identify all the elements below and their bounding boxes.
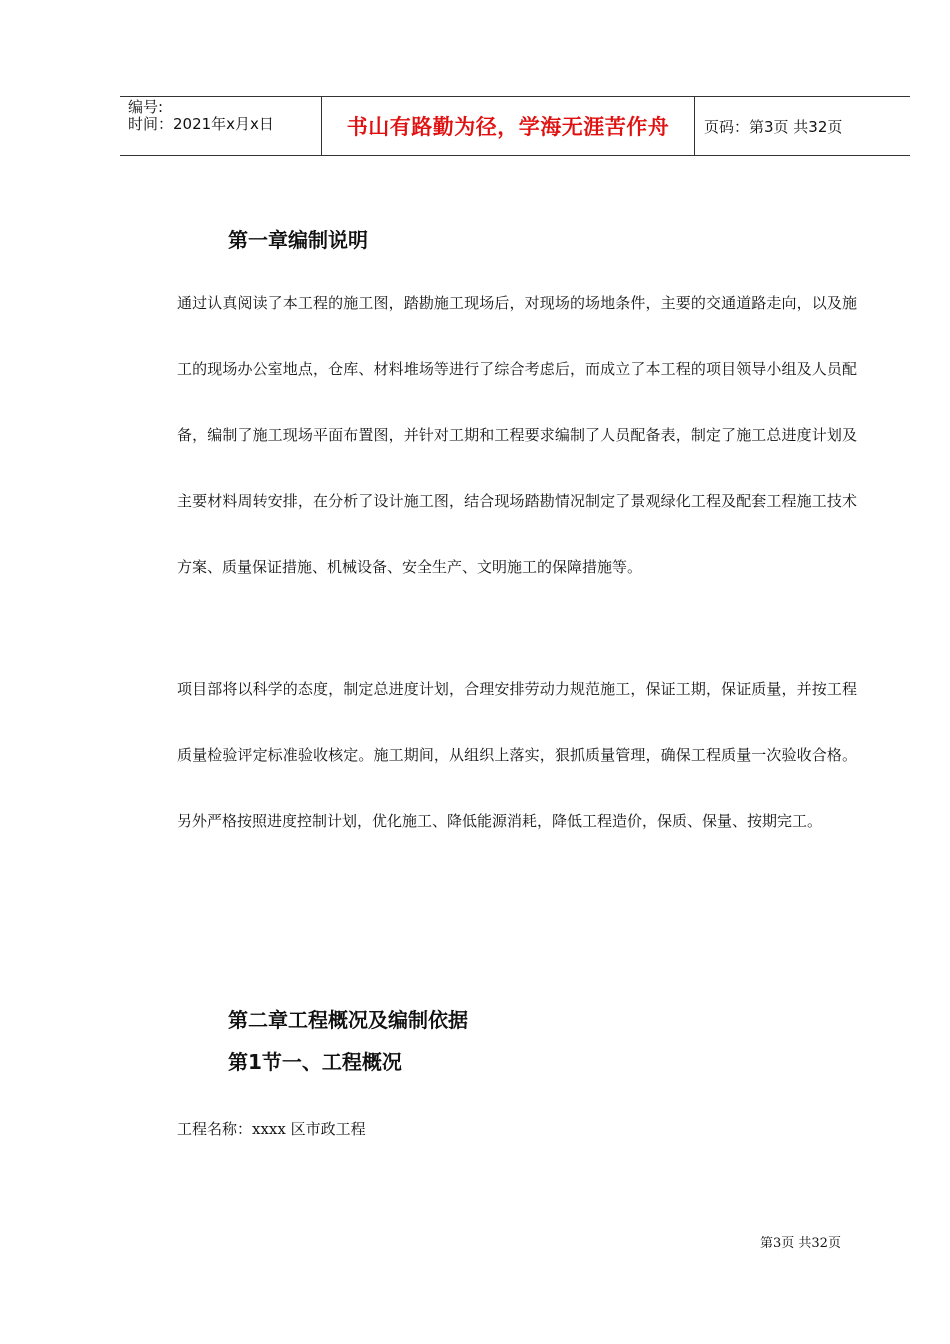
header-meta bbox=[120, 97, 322, 155]
page-header bbox=[120, 96, 910, 156]
document-time-label: 时间：2021年x月x日 bbox=[128, 115, 274, 133]
chapter-2-title: 第二章工程概况及编制依据 bbox=[228, 1008, 468, 1032]
project-name: 工程名称：xxxx 区市政工程 bbox=[177, 1120, 366, 1138]
page-footer: 第3页 共32页 bbox=[760, 1236, 841, 1251]
chapter-1-paragraph-1: 通过认真阅读了本工程的施工图，踏勘施工现场后，对现场的场地条件，主要的交通道路走向，以及施工的现场办公室地点，仓库、材料堆场等进行了综合考虑后，而成立了本工程的项目领导小组及人员配备，编制了施工现场平面布置图，并针对工期和工程要求编制了人员配备表，制定了施工总进度计划及主要材料周转安排，在分析了设计施工图，结合现场踏勘情况制定了景观绿化工程及配套工程施工技术方案、质量保证措施、机械设备、安全生产、文明施工的保障措施等。 bbox=[177, 294, 857, 576]
chapter-1-title: 第一章编制说明 bbox=[228, 228, 368, 252]
document-number-label: 编号: bbox=[128, 98, 164, 116]
section-1-title: 第1节一、工程概况 bbox=[228, 1050, 402, 1074]
header-page-number: 页码：第3页 共32页 bbox=[704, 117, 843, 136]
chapter-1-paragraph-2: 项目部将以科学的态度，制定总进度计划，合理安排劳动力规范施工，保证工期，保证质量，并按工程质量检验评定标准验收核定。施工期间，从组织上落实，狠抓质量管理，确保工程质量一次验收合格。另外严格按照进度控制计划，优化施工、降低能源消耗，降低工程造价，保质、保量、按期完工。 bbox=[177, 680, 857, 830]
header-motto: 书山有路勤为径，学海无涯苦作舟 bbox=[322, 97, 695, 155]
